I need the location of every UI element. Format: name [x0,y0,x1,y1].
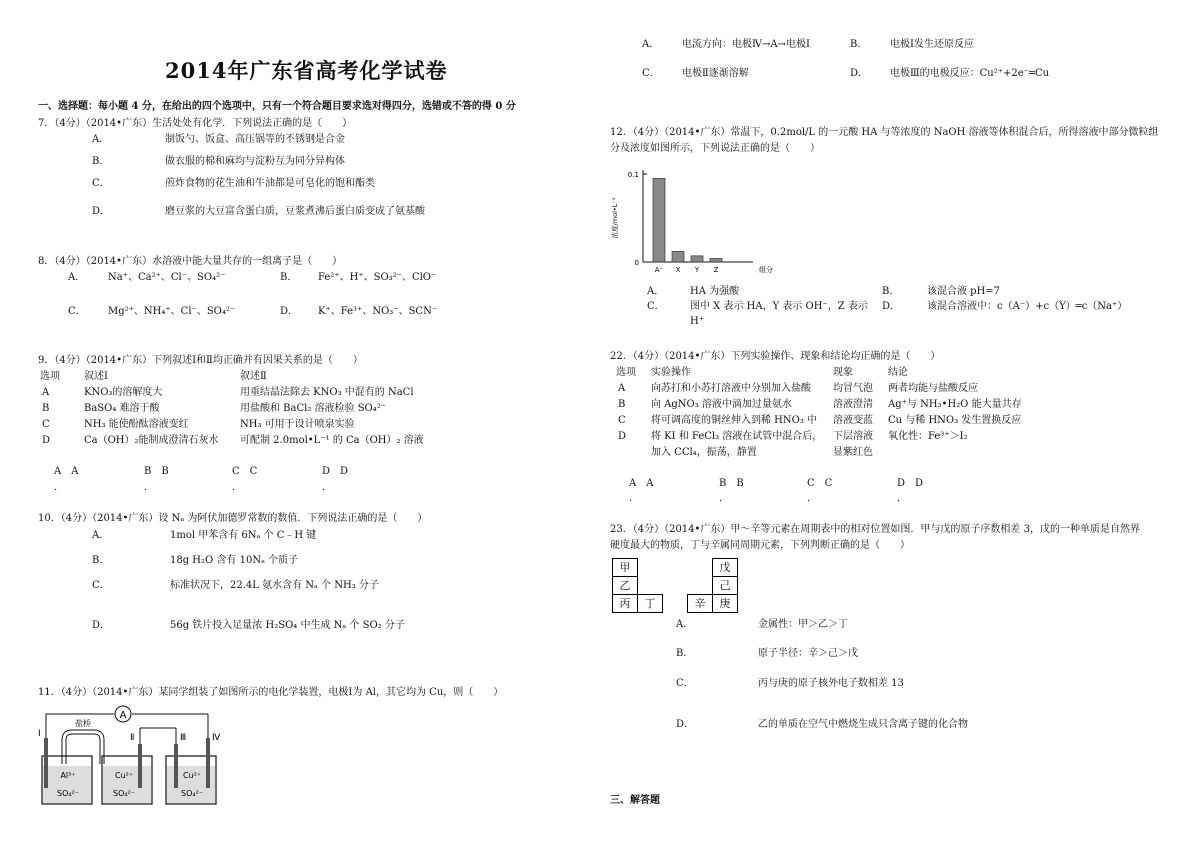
q22-row-c-conclusion: Cu 与稀 HNO₃ 发生置换反应 [888,415,1022,426]
q12-option-a: HA 为强酸 [690,286,740,297]
q9-answer-dot-c: ． [232,482,242,493]
q22-row-d-phenomenon: 下层溶液 [833,431,873,442]
q23-option-d-label: D． [676,719,695,730]
q9-answer-dot-b: ． [144,482,154,493]
q12-option-c-label: C． [647,301,665,312]
element-jia: 甲 [613,559,638,577]
category-label-z: Z [713,266,719,274]
q10-option-d-label: D． [92,620,111,631]
q11-option-b-label: B． [850,39,868,50]
bar-x [672,251,684,262]
q23-periodic-table [612,558,738,613]
q9-answer-c: C C [232,466,258,477]
q7-option-d-label: D． [92,206,111,217]
electrode-4 [206,738,210,788]
q11-option-a-label: A． [642,39,660,50]
element-ji: 己 [713,577,738,595]
bar-a-minus [653,178,665,262]
q22-row-b-conclusion: Ag⁺与 NH₃•H₂O 能大量共存 [888,399,1022,410]
q22-header-option: 选项 [616,367,636,378]
q22-row-c-operation: 将可调高度的铜丝伸入到稀 HNO₃ 中 [651,415,818,426]
q9-row-c-option: C [42,419,50,430]
q9-row-c-statement1: NH₃ 能使酚酞溶液变红 [84,419,189,430]
chart-ylabel: 浓度/mol•L⁻¹ [611,197,619,239]
q8-stem: 8．（4分）（2014•广东）水溶液中能大量共存的一组离子是（ ） [38,256,343,267]
empty-cell [638,559,663,577]
element-geng: 庚 [713,595,738,613]
q22-answer-b: B B [719,478,744,489]
q22-answer-dot-a: ． [629,493,639,504]
empty-cell [663,595,688,613]
q7-option-b: 做衣服的棉和麻均与淀粉互为同分异构体 [165,156,345,167]
q22-answer-dot-d: ． [897,493,907,504]
q22-row-a-operation: 向苏打和小苏打溶液中分别加入盐酸 [651,383,811,394]
q12-stem-line1: 12．（4分）（2014•广东）常温下，0.2mol/L 的一元酸 HA 与等浓度的 NaOH 溶液等体积混合后，所得溶液中部分微粒组 [610,127,1159,138]
q22-row-c-option: C [618,415,626,426]
q22-header-operation: 实验操作 [651,367,691,378]
q7-option-a: 制饭勺、饭盒、高压锅等的不锈钢是合金 [165,134,345,145]
element-ding: 丁 [638,595,663,613]
empty-cell [663,559,688,577]
empty-cell [688,577,713,595]
q9-row-c-statement2: NH₃ 可用于设计喷泉实验 [240,419,355,430]
q7-option-c-label: C． [92,178,110,189]
q22-header-phenomenon: 现象 [833,367,853,378]
q10-option-a-label: A． [92,530,110,541]
q9-row-d-option: D [42,435,51,446]
chart-ytick-zero: 0 [634,259,639,267]
q23-option-c-label: C． [676,678,694,689]
q22-stem: 22．（4分）（2014•广东）下列实验操作、现象和结论均正确的是（ ） [610,351,941,362]
q22-row-c-phenomenon: 溶液变蓝 [833,415,873,426]
q22-row-a-phenomenon: 均冒气泡 [833,383,873,394]
beaker-2-ion-2: SO₄²⁻ [112,789,136,798]
chart-xlabel: 组分 [759,266,773,274]
q7-option-b-label: B． [92,156,110,167]
q9-row-b-statement2: 用盐酸和 BaCl₂ 溶液检验 SO₄²⁻ [240,403,387,414]
empty-cell [688,559,713,577]
q23-stem-line1: 23．（4分）（2014•广东）甲～辛等元素在周期表中的相对位置如图．甲与戊的原子序数相差 3，戊的一种单质是自然界 [610,524,1140,535]
beaker-2-ion-1: Cu²⁺ [114,771,134,780]
q9-row-b-statement1: BaSO₄ 难溶于酸 [84,403,160,414]
q7-option-a-label: A． [92,134,110,145]
q8-option-b-label: B． [280,272,298,283]
electrode-4-label: Ⅳ [212,733,221,743]
category-label-x: X [675,266,681,274]
electrode-3-label: Ⅲ [180,733,187,743]
q11-option-d: 电极Ⅲ的电极反应：Cu²⁺+2e⁻═Cu [890,68,1050,79]
q22-answer-a: A A [629,478,654,489]
paper-title: 2014年广东省高考化学试卷 [165,58,448,83]
q22-row-d-operation: 将 KI 和 FeCl₃ 溶液在试管中混合后， [651,431,823,442]
q8-option-c-label: C． [68,306,86,317]
q23-stem-line2: 硬度最大的物质，丁与辛属同周期元素，下列判断正确的是（ ） [610,540,910,551]
q9-row-b-option: B [42,403,50,414]
q9-answer-d: D D [322,466,349,477]
element-xin: 辛 [688,595,713,613]
element-wu: 戊 [713,559,738,577]
q9-row-a-statement2: 用重结晶法除去 KNO₃ 中混有的 NaCl [240,387,414,398]
electrode-1 [44,738,48,788]
q9-row-a-option: A [42,387,50,398]
category-label-y: Y [694,266,700,274]
beaker-3-ion-2: SO₄²⁻ [180,789,204,798]
q7-option-c: 煎炸食物的花生油和牛油都是可皂化的饱和酯类 [165,178,375,189]
q8-option-d: K⁺、Fe³⁺、NO₃⁻、SCN⁻ [318,306,438,317]
q11-option-b: 电极Ⅰ发生还原反应 [890,39,974,50]
q10-option-a: 1mol 甲苯含有 6Nₐ 个 C﹣H 键 [170,530,317,541]
q12-option-b: 该混合液 pH=7 [927,286,1001,297]
q10-stem: 10．（4分）（2014•广东）设 Nₐ 为阿伏加德罗常数的数值．下列说法正确的是（ ） [38,513,428,524]
q11-option-c-label: C． [642,68,660,79]
q7-option-d: 磨豆浆的大豆富含蛋白质，豆浆煮沸后蛋白质变成了氨基酸 [165,206,425,217]
beaker-3-ion-1: Cu²⁺ [182,771,202,780]
q8-option-b: Fe²⁺、H⁺、SO₃²⁻、ClO⁻ [318,272,437,283]
q12-option-b-label: B． [882,286,900,297]
element-yi: 乙 [613,577,638,595]
q8-option-d-label: D． [280,306,299,317]
q8-option-a: Na⁺、Ca²⁺、Cl⁻、SO₄²⁻ [108,272,226,283]
electrode-3 [174,744,178,788]
q9-row-a-statement1: KNO₃的溶解度大 [84,387,163,398]
q22-row-a-option: A [618,383,626,394]
q9-stem: 9．（4分）（2014•广东）下列叙述Ⅰ和Ⅱ均正确并有因果关系的是（ ） [38,355,363,366]
electrode-2-label: Ⅱ [130,733,135,743]
q23-option-c: 丙与庚的原子核外电子数相差 13 [758,678,904,689]
q9-row-d-statement1: Ca（OH）₂能制成澄清石灰水 [84,435,219,446]
q10-option-b: 18g H₂O 含有 10Nₐ 个质子 [170,555,299,566]
q12-concentration-chart [605,162,780,280]
q11-option-d-label: D． [850,68,869,79]
q9-answer-b: B B [144,466,169,477]
q23-option-b: 原子半径：辛＞己＞戊 [758,648,858,659]
element-bing: 丙 [613,595,638,613]
q12-option-d-label: D． [882,301,901,312]
q9-header-option: 选项 [40,371,60,382]
beaker-1-ion-1: Al³⁺ [60,771,76,780]
q22-row-d-operation-cont: 加入 CCl₄，振荡，静置 [651,447,757,458]
q22-answer-dot-c: ． [807,493,817,504]
q23-option-b-label: B． [676,648,694,659]
q9-answer-a: A A [54,466,79,477]
q10-option-b-label: B． [92,555,110,566]
q22-answer-d: D D [897,478,924,489]
q10-option-c: 标准状况下，22.4L 氨水含有 Nₐ 个 NH₃ 分子 [170,580,379,591]
q8-option-a-label: A． [68,272,86,283]
q12-option-d: 该混合溶液中：c（A⁻）+c（Y）═c（Na⁺） [927,301,1128,312]
q23-option-a: 金属性：甲＞乙＞丁 [758,619,848,630]
q9-header-statement1: 叙述Ⅰ [84,371,108,382]
empty-cell [663,577,688,595]
q11-option-a: 电流方向：电极Ⅳ→A→电极Ⅰ [682,39,810,50]
q9-header-statement2: 叙述Ⅱ [240,371,267,382]
electrode-2 [138,744,142,788]
section-answer-heading: 三、解答题 [610,795,660,806]
chart-ytick-top: 0.1 [627,171,639,179]
q22-row-d-phenomenon-cont: 显紫红色 [833,447,873,458]
bar-z [710,258,722,262]
salt-bridge-label: 盐桥 [75,719,91,728]
q8-option-c: Mg²⁺、NH₄⁺、Cl⁻、SO₄²⁻ [108,306,236,317]
q12-option-c-cont: H⁺ [690,316,704,327]
q22-row-b-operation: 向 AgNO₃ 溶液中滴加过量氨水 [651,399,792,410]
q22-row-a-conclusion: 两者均能与盐酸反应 [888,383,978,394]
q10-option-d: 56g 铁片投入足量浓 H₂SO₄ 中生成 Nₐ 个 SO₂ 分子 [170,620,405,631]
q9-answer-dot-d: ． [322,482,332,493]
q9-row-d-statement2: 可配制 2.0mol•L⁻¹ 的 Ca（OH）₂ 溶液 [240,435,424,446]
q23-option-d: 乙的单质在空气中燃烧生成只含离子键的化合物 [758,719,968,730]
ammeter-label: A [119,710,127,721]
q12-option-a-label: A． [647,286,665,297]
q12-option-c: 图中 X 表示 HA，Y 表示 OH⁻，Z 表示 [690,301,868,312]
bar-y [691,256,703,262]
section-choice-heading: 一、选择题：每小题 4 分，在给出的四个选项中，只有一个符合题目要求选对得四分，选错或不答的得 0 分 [38,101,516,112]
category-label-a-minus: A⁻ [654,266,664,274]
q9-answer-dot-a: ． [54,482,64,493]
q22-header-conclusion: 结论 [888,367,908,378]
electrode-1-label: Ⅰ [38,729,41,739]
empty-cell [638,577,663,595]
q10-option-c-label: C． [92,580,110,591]
q7-stem: 7．（4分）（2014•广东）生活处处有化学．下列说法正确的是（ ） [38,118,353,129]
q22-answer-c: C C [807,478,833,489]
q22-row-d-conclusion: 氧化性：Fe³⁺＞I₂ [888,431,968,442]
q22-row-b-phenomenon: 溶液澄清 [833,399,873,410]
q22-row-d-option: D [618,431,627,442]
q12-stem-line2: 分及浓度如图所示，下列说法正确的是（ ） [610,143,820,154]
q11-stem: 11．（4分）（2014•广东）某同学组装了如图所示的电化学装置，电极Ⅰ为 Al，其它均为 Cu，则（ ） [38,687,504,698]
beaker-1-ion-2: SO₄²⁻ [56,789,80,798]
q11-option-c: 电极Ⅱ逐渐溶解 [682,68,749,79]
q23-option-a-label: A． [676,619,694,630]
q22-row-b-option: B [618,399,626,410]
q22-answer-dot-b: ． [719,493,729,504]
q11-apparatus-diagram [36,700,226,808]
